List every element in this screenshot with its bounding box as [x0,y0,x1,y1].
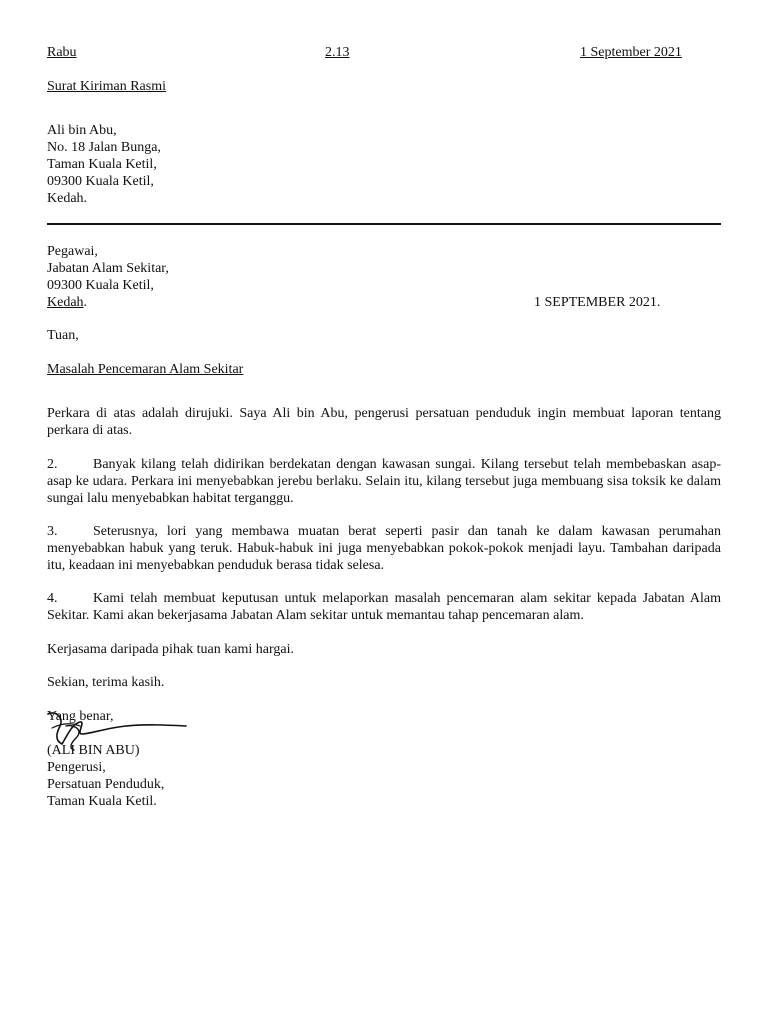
subject-heading: Masalah Pencemaran Alam Sekitar [47,362,244,377]
header-date: 1 September 2021 [580,45,682,60]
divider-line [47,223,721,225]
signatory-location: Taman Kuala Ketil. [47,794,157,809]
body-paragraph [47,456,721,507]
paragraph-text: Banyak kilang telah didirikan berdekatan dengan kawasan sungai. Kilang tersebut telah membebaskan asap-asap ke udara. Perkara ini menyebabkan jerebu berlaku. Selain itu, kilang tersebut juga membuang sisa toksik ke dalam sungai lalu menyebabkan habitat terganggu. [47,457,721,506]
body-paragraph [47,590,721,624]
letter-date: 1 SEPTEMBER 2021. [534,295,661,310]
sender-address-line: Kedah. [47,191,88,206]
handwritten-signature [46,704,196,752]
header-page-ref: 2.13 [325,45,350,60]
body-paragraph [47,405,721,439]
sign-off: Yang benar, [47,709,114,724]
sender-address-line: Ali bin Abu, [47,123,117,138]
header-day: Rabu [47,45,77,60]
paragraph-number: 3. [47,524,58,539]
paragraph-text: Seterusnya, lori yang membawa muatan berat seperti pasir dan tanah ke dalam kawasan perumahan menyebabkan habuk yang teruk. Habuk-habuk ini juga menyebabkan pokok-pokok menjadi layu. Tambahan daripada itu, keadaan ini menyebabkan penduduk berasa tidak selesa. [47,524,721,573]
signatory-name: (ALI BIN ABU) [47,743,140,758]
recipient-address-line: Pegawai, [47,244,98,259]
sender-address-line: No. 18 Jalan Bunga, [47,140,161,155]
recipient-state-suffix: . [83,295,88,310]
paragraph-text: Kami telah membuat keputusan untuk melaporkan masalah pencemaran alam sekitar kepada Jabatan Alam Sekitar. Kami akan bekerjasama Jabatan Alam sekitar untuk memantau tahap pencemaran alam. [47,591,721,623]
salutation: Tuan, [47,328,79,343]
signatory-title: Pengerusi, [47,760,106,775]
sender-address-line: 09300 Kuala Ketil, [47,174,154,189]
recipient-address-line: 09300 Kuala Ketil, [47,278,154,293]
paragraph-number: 2. [47,457,58,472]
paragraph-text: Perkara di atas adalah dirujuki. Saya Ali bin Abu, pengerusi persatuan penduduk ingin membuat laporan tentang perkara di atas. [47,406,721,438]
sender-address-line: Taman Kuala Ketil, [47,157,157,172]
body-paragraph [47,523,721,574]
sender-address [47,122,721,207]
recipient-state: Kedah [47,295,84,310]
signatory-organisation: Persatuan Penduduk, [47,777,165,792]
recipient-address-line: Jabatan Alam Sekitar, [47,261,169,276]
paragraph-number: 4. [47,591,58,606]
closing-appreciation: Kerjasama daripada pihak tuan kami hargai. [47,642,294,657]
letter-type: Surat Kiriman Rasmi [47,79,166,94]
closing: Sekian, terima kasih. [47,675,165,690]
